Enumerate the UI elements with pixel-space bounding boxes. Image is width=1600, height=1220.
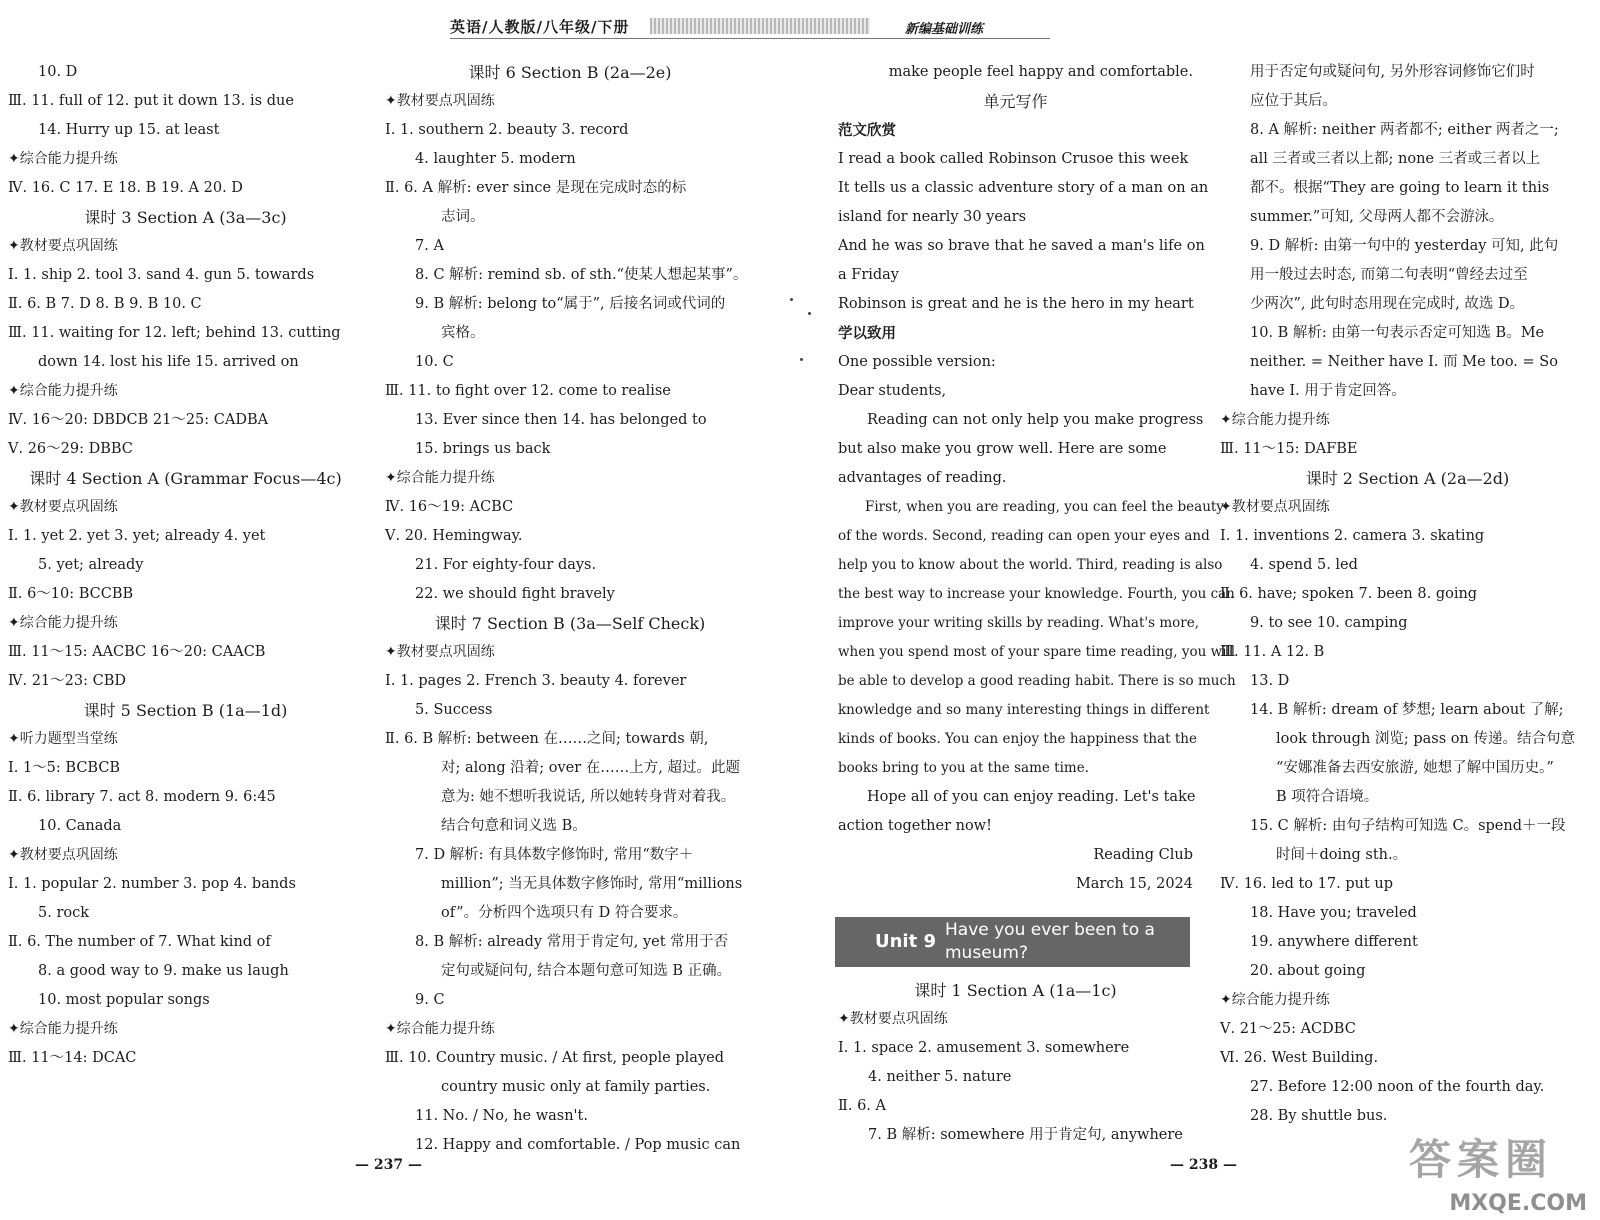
watermark-logo: 答案圈: [1409, 1135, 1554, 1184]
gutter-dot: [790, 298, 793, 301]
answer-line: 宾格。: [441, 325, 485, 341]
answer-line: 12. Happy and comfortable. / Pop music can: [415, 1137, 741, 1153]
answer-line: make people feel happy and comfortable.: [888, 64, 1193, 80]
answer-line: 10. D: [38, 64, 78, 80]
unit-writing-heading: 单元写作: [983, 92, 1048, 111]
header-decoration: [650, 18, 870, 34]
section-label: ✦教材要点巩固练: [8, 238, 118, 254]
answer-line: 28. By shuttle bus.: [1250, 1108, 1388, 1124]
essay-date: March 15, 2024: [1075, 876, 1193, 892]
answer-column-1: [8, 58, 363, 1073]
section-label: ✦综合能力提升练: [8, 383, 118, 399]
answer-line: Ⅱ. 6. library 7. act 8. modern 9. 6:45: [8, 789, 276, 805]
essay-line: but also make you grow well. Here are some: [838, 441, 1167, 457]
answer-line: Ⅲ. 11～15: DAFBE: [1220, 441, 1358, 457]
lesson-heading: 课时 1 Section A (1a—1c): [914, 981, 1117, 1000]
essay-line: And he was so brave that he saved a man's life on: [838, 238, 1205, 254]
answer-line: 时间＋doing sth.。: [1276, 847, 1408, 863]
answer-line: Ⅲ. 11. waiting for 12. left; behind 13. cutting: [8, 325, 341, 341]
essay-line: kinds of books. You can enjoy the happiness that the: [838, 731, 1197, 747]
watermark: [1405, 1128, 1595, 1220]
answer-line: 9. B 解析: belong to“属于”, 后接名词或代词的: [415, 296, 726, 312]
essay-line: Reading can not only help you make progress: [867, 412, 1204, 428]
unit9-answers: [838, 976, 1193, 1150]
page-number-left: — 237 —: [355, 1157, 422, 1173]
answer-line: 都不。根据“They are going to learn it this: [1250, 180, 1550, 196]
answer-line: Ⅰ. 1. space 2. amusement 3. somewhere: [838, 1040, 1130, 1056]
section-label: ✦教材要点巩固练: [385, 93, 495, 109]
essay-line: when you spend most of your spare time reading, you will: [838, 644, 1236, 660]
answer-line: Ⅰ. 1～5: BCBCB: [8, 760, 121, 776]
essay-line: action together now!: [838, 818, 992, 834]
answer-line: 结合句意和词义选 B。: [441, 818, 587, 834]
answer-line: Ⅲ. 11. full of 12. put it down 13. is due: [8, 93, 294, 109]
answer-line: 7. B 解析: somewhere 用于肯定句, anywhere: [868, 1127, 1183, 1143]
answer-line: 22. we should fight bravely: [415, 586, 615, 602]
answer-line: Ⅰ. 1. pages 2. French 3. beauty 4. forever: [385, 673, 687, 689]
section-label: ✦教材要点巩固练: [385, 644, 495, 660]
section-label: ✦教材要点巩固练: [1220, 499, 1330, 515]
answer-line: Ⅲ. 11. A 12. B: [1220, 644, 1325, 660]
series-title: 新编基础训练: [905, 22, 984, 37]
page-number-right: — 238 —: [1170, 1157, 1237, 1173]
gutter-dot: [800, 358, 803, 361]
answer-line: 定句或疑问句, 结合本题句意可知选 B 正确。: [441, 963, 732, 979]
answer-line: country music only at family parties.: [441, 1079, 711, 1095]
answer-line: of”。分析四个选项只有 D 符合要求。: [441, 905, 688, 921]
essay-line: improve your writing skills by reading. What's more,: [838, 615, 1199, 631]
answer-line: Ⅵ. 26. West Building.: [1220, 1050, 1379, 1066]
answer-line: Ⅲ. 11～15: AACBC 16～20: CAACB: [8, 644, 266, 660]
section-label: ✦综合能力提升练: [1220, 412, 1330, 428]
answer-line: 4. laughter 5. modern: [415, 151, 576, 167]
answer-line: summer.”可知, 父母两人都不会游泳。: [1250, 209, 1504, 225]
answer-line: Ⅲ. 11. to fight over 12. come to realise: [385, 383, 671, 399]
lesson-heading: 课时 7 Section B (3a—Self Check): [434, 614, 706, 633]
model-essay-label: 范文欣赏: [838, 122, 896, 139]
essay-line: help you to know about the world. Third, reading is also: [838, 557, 1223, 573]
lesson-heading: 课时 5 Section B (1a—1d): [83, 701, 288, 720]
lesson-heading: 课时 3 Section A (3a—3c): [84, 208, 287, 227]
answer-line: Ⅳ. 21～23: CBD: [8, 673, 126, 689]
answer-line: 14. B 解析: dream of 梦想; learn about 了解;: [1250, 702, 1564, 718]
answer-line: Ⅴ. 20. Hemingway.: [385, 528, 523, 544]
answer-column-4: [1220, 58, 1595, 1131]
header-rule: [450, 38, 1050, 39]
answer-line: 15. C 解析: 由句子结构可知选 C。spend＋一段: [1250, 818, 1566, 834]
lesson-heading: 课时 6 Section B (2a—2e): [468, 63, 672, 82]
answer-line: 20. about going: [1250, 963, 1366, 979]
section-label: ✦综合能力提升练: [8, 1021, 118, 1037]
answer-line: 少两次”, 此句时态用现在完成时, 故选 D。: [1250, 296, 1525, 312]
essay-line: a Friday: [838, 267, 900, 283]
answer-line: Ⅲ. 10. Country music. / At first, people played: [385, 1050, 724, 1066]
essay-line: It tells us a classic adventure story of a man on an: [838, 180, 1209, 196]
section-label: ✦综合能力提升练: [1220, 992, 1330, 1008]
essay-line: books bring to you at the same time.: [838, 760, 1089, 776]
answer-line: 用于否定句或疑问句, 另外形容词修饰它们时: [1250, 64, 1535, 80]
answer-line: 对; along 沿着; over 在……上方, 超过。此题: [441, 760, 740, 776]
writing-column: [838, 58, 1236, 899]
answer-line: million”; 当无具体数字修饰时, 常用“millions: [441, 876, 743, 892]
answer-line: 5. yet; already: [38, 557, 144, 573]
unit-title: Have you ever been to a museum?: [945, 920, 1155, 963]
answer-line: 9. D 解析: 由第一句中的 yesterday 可知, 此句: [1250, 238, 1559, 254]
answer-line: Ⅰ. 1. ship 2. tool 3. sand 4. gun 5. towards: [8, 267, 315, 283]
answer-line: 10. B 解析: 由第一句表示否定可知选 B。Me: [1250, 325, 1545, 341]
answer-line: 11. No. / No, he wasn't.: [415, 1108, 588, 1124]
answer-line: 志词。: [441, 209, 485, 225]
answer-line: 5. Success: [415, 702, 493, 718]
answer-line: 应位于其后。: [1250, 93, 1337, 109]
section-label: ✦教材要点巩固练: [8, 847, 118, 863]
page-header: [450, 4, 1050, 40]
answer-line: 8. A 解析: neither 两者都不; either 两者之一;: [1250, 122, 1559, 138]
answer-column-2: [385, 58, 755, 1160]
answer-line: 13. Ever since then 14. has belonged to: [415, 412, 707, 428]
answer-line: 15. brings us back: [415, 441, 551, 457]
answer-line: 9. C: [415, 992, 445, 1008]
answer-line: 4. neither 5. nature: [868, 1069, 1012, 1085]
section-label: ✦听力题型当堂练: [8, 731, 118, 747]
gutter-dot: [808, 312, 811, 315]
book-title: 英语/人教版/八年级/下册: [450, 18, 630, 36]
answer-line: 10. Canada: [38, 818, 122, 834]
essay-line: island for nearly 30 years: [838, 209, 1027, 225]
essay-line: be able to develop a good reading habit. There is so much: [838, 673, 1236, 689]
answer-line: 用一般过去时态, 而第二句表明“曾经去过至: [1250, 267, 1528, 283]
answer-line: “安娜准备去西安旅游, 她想了解中国历史。”: [1276, 760, 1554, 776]
answer-line: 8. B 解析: already 常用于肯定句, yet 常用于否: [415, 934, 729, 950]
essay-line: Robinson is great and he is the hero in my heart: [838, 296, 1194, 312]
answer-line: Ⅱ. 6～10: BCCBB: [8, 586, 134, 602]
answer-line: 7. D 解析: 有具体数字修饰时, 常用“数字＋: [415, 847, 694, 863]
answer-line: Ⅴ. 21～25: ACDBC: [1220, 1021, 1356, 1037]
answer-line: Ⅰ. 1. inventions 2. camera 3. skating: [1220, 528, 1485, 544]
answer-line: Ⅰ. 1. southern 2. beauty 3. record: [385, 122, 629, 138]
answer-line: 21. For eighty-four days.: [415, 557, 597, 573]
answer-line: 4. spend 5. led: [1250, 557, 1358, 573]
answer-line: Ⅱ. 6. A: [838, 1098, 886, 1114]
answer-line: look through 浏览; pass on 传递。结合句意: [1276, 731, 1575, 747]
section-label: ✦综合能力提升练: [385, 470, 495, 486]
answer-line: 5. rock: [38, 905, 90, 921]
answer-line: 27. Before 12:00 noon of the fourth day.: [1250, 1079, 1545, 1095]
answer-line: down 14. lost his life 15. arrived on: [38, 354, 299, 370]
section-label: ✦教材要点巩固练: [838, 1011, 948, 1027]
answer-line: Ⅱ. 6. The number of 7. What kind of: [8, 934, 271, 950]
answer-line: Ⅱ. 6. B 7. D 8. B 9. B 10. C: [8, 296, 202, 312]
essay-line: Dear students,: [838, 383, 947, 399]
answer-line: B 项符合语境。: [1276, 789, 1379, 805]
answer-line: 13. D: [1250, 673, 1290, 689]
essay-line: One possible version:: [838, 354, 996, 370]
answer-line: 14. Hurry up 15. at least: [38, 122, 220, 138]
answer-line: neither. = Neither have I. 而 Me too. = So: [1250, 354, 1558, 370]
answer-line: 意为: 她不想听我说话, 所以她转身背对着我。: [441, 789, 736, 805]
unit-banner: [835, 917, 1190, 967]
answer-line: Ⅳ. 16. led to 17. put up: [1220, 876, 1393, 892]
essay-line: advantages of reading.: [838, 470, 1007, 486]
answer-line: Ⅱ. 6. B 解析: between 在……之间; towards 朝,: [385, 731, 709, 747]
lesson-heading: 课时 2 Section A (2a—2d): [1305, 469, 1510, 488]
answer-line: Ⅳ. 16～20: DBDCB 21～25: CADBA: [8, 412, 269, 428]
essay-line: I read a book called Robinson Crusoe this week: [838, 151, 1189, 167]
answer-line: Ⅳ. 16～19: ACBC: [385, 499, 514, 515]
answer-line: Ⅱ. 6. A 解析: ever since 是现在完成时态的标: [385, 180, 687, 196]
answer-line: Ⅰ. 1. yet 2. yet 3. yet; already 4. yet: [8, 528, 266, 544]
answer-line: Ⅴ. 26～29: DBBC: [8, 441, 133, 457]
answer-line: 9. to see 10. camping: [1250, 615, 1408, 631]
watermark-site: MXQE.COM: [1449, 1191, 1587, 1216]
essay-line: First, when you are reading, you can feel the beauty: [865, 499, 1224, 515]
answer-line: Ⅳ. 16. C 17. E 18. B 19. A 20. D: [8, 180, 243, 196]
answer-line: 8. C 解析: remind sb. of sth.“使某人想起某事”。: [415, 267, 748, 283]
essay-line: Hope all of you can enjoy reading. Let's take: [867, 789, 1196, 805]
answer-line: 19. anywhere different: [1250, 934, 1418, 950]
answer-line: have I. 用于肯定回答。: [1250, 383, 1406, 399]
answer-line: all 三者或三者以上都; none 三者或三者以上: [1250, 151, 1541, 167]
essay-line: knowledge and so many interesting things in different: [838, 702, 1210, 718]
answer-line: 10. C: [415, 354, 454, 370]
section-label: ✦综合能力提升练: [8, 151, 118, 167]
section-label: ✦综合能力提升练: [8, 615, 118, 631]
answer-line: 8. a good way to 9. make us laugh: [38, 963, 289, 979]
answer-line: 10. most popular songs: [38, 992, 210, 1008]
answer-line: Ⅱ. 6. have; spoken 7. been 8. going: [1220, 586, 1478, 602]
answer-line: 18. Have you; traveled: [1250, 905, 1417, 921]
answer-line: Ⅰ. 1. popular 2. number 3. pop 4. bands: [8, 876, 296, 892]
essay-signature: Reading Club: [1093, 847, 1193, 863]
lesson-heading: 课时 4 Section A (Grammar Focus—4c): [29, 469, 342, 488]
practice-label: 学以致用: [838, 325, 896, 342]
essay-line: of the words. Second, reading can open your eyes and: [838, 528, 1210, 544]
unit-label: Unit 9: [875, 931, 936, 952]
essay-line: the best way to increase your knowledge. Fourth, you can: [838, 586, 1235, 602]
section-label: ✦综合能力提升练: [385, 1021, 495, 1037]
section-label: ✦教材要点巩固练: [8, 499, 118, 515]
answer-line: 7. A: [415, 238, 444, 254]
answer-line: Ⅲ. 11～14: DCAC: [8, 1050, 137, 1066]
